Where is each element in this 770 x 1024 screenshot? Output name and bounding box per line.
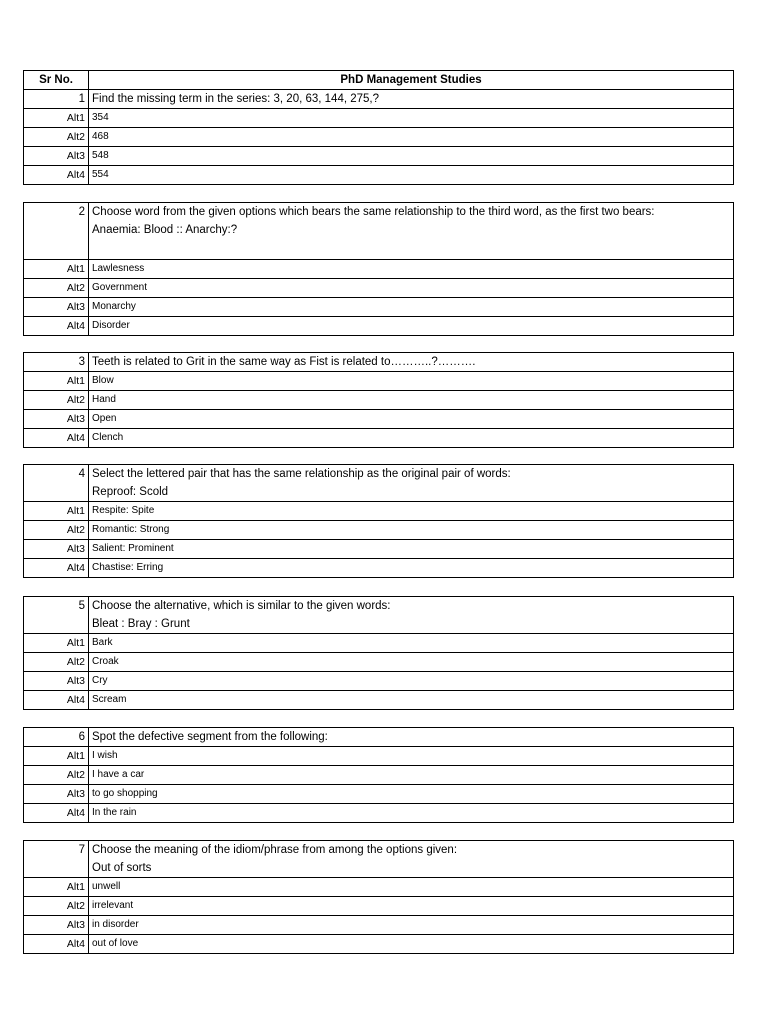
alt-label: Alt3 <box>24 785 89 804</box>
question-table-2 <box>23 202 734 336</box>
question-text <box>89 597 734 634</box>
question-table-5 <box>23 596 734 710</box>
alt-text: out of love <box>89 935 734 954</box>
alt-label: Alt2 <box>24 653 89 672</box>
alt-label: Alt4 <box>24 691 89 710</box>
question-line: Select the lettered pair that has the same relationship as the original pair of words: <box>92 468 511 480</box>
question-number: 2 <box>24 203 89 260</box>
question-line: Find the missing term in the series: 3, 20, 63, 144, 275,? <box>92 93 380 105</box>
question-text <box>89 841 734 878</box>
question-line: Spot the defective segment from the following: <box>92 731 328 743</box>
alt-row <box>24 317 734 336</box>
question-number: 1 <box>24 90 89 109</box>
alt-row <box>24 540 734 559</box>
question-table-6 <box>23 727 734 823</box>
alt-row <box>24 391 734 410</box>
alt-text: Monarchy <box>89 298 734 317</box>
question-text <box>89 203 734 260</box>
alt-text: I have a car <box>89 766 734 785</box>
alt-label: Alt2 <box>24 128 89 147</box>
alt-label: Alt3 <box>24 410 89 429</box>
alt-text: Respite: Spite <box>89 502 734 521</box>
alt-text: 468 <box>89 128 734 147</box>
alt-row <box>24 785 734 804</box>
alt-text: I wish <box>89 747 734 766</box>
alt-label: Alt2 <box>24 521 89 540</box>
alt-row <box>24 166 734 185</box>
alt-text: Salient: Prominent <box>89 540 734 559</box>
alt-row <box>24 935 734 954</box>
alt-row <box>24 260 734 279</box>
question-number: 3 <box>24 353 89 372</box>
alt-text: irrelevant <box>89 897 734 916</box>
alt-text: Croak <box>89 653 734 672</box>
question-number: 4 <box>24 465 89 502</box>
alt-label: Alt4 <box>24 429 89 448</box>
alt-row <box>24 916 734 935</box>
question-number: 7 <box>24 841 89 878</box>
question-table-3 <box>23 352 734 448</box>
alt-text: In the rain <box>89 804 734 823</box>
alt-label: Alt2 <box>24 766 89 785</box>
alt-row <box>24 372 734 391</box>
question-text <box>89 353 734 372</box>
alt-label: Alt2 <box>24 391 89 410</box>
alt-row <box>24 128 734 147</box>
alt-label: Alt4 <box>24 166 89 185</box>
alt-label: Alt4 <box>24 317 89 336</box>
alt-row <box>24 766 734 785</box>
alt-text: Cry <box>89 672 734 691</box>
question-row <box>24 203 734 260</box>
alt-label: Alt4 <box>24 804 89 823</box>
alt-label: Alt1 <box>24 502 89 521</box>
alt-label: Alt1 <box>24 878 89 897</box>
alt-text: 554 <box>89 166 734 185</box>
question-table-4 <box>23 464 734 578</box>
alt-row <box>24 878 734 897</box>
alt-label: Alt1 <box>24 634 89 653</box>
alt-row <box>24 634 734 653</box>
alt-row <box>24 502 734 521</box>
alt-row <box>24 691 734 710</box>
alt-label: Alt1 <box>24 260 89 279</box>
question-text <box>89 465 734 502</box>
question-line: Bleat : Bray : Grunt <box>92 618 190 630</box>
question-table-1 <box>23 70 734 185</box>
alt-text: Hand <box>89 391 734 410</box>
alt-label: Alt3 <box>24 916 89 935</box>
alt-text: Clench <box>89 429 734 448</box>
alt-row <box>24 897 734 916</box>
header-row <box>24 71 734 90</box>
sr-no-header: Sr No. <box>24 71 89 90</box>
alt-text: Disorder <box>89 317 734 336</box>
question-number: 5 <box>24 597 89 634</box>
question-line: Choose the alternative, which is similar to the given words: <box>92 600 391 612</box>
alt-text: Scream <box>89 691 734 710</box>
alt-text: Government <box>89 279 734 298</box>
alt-text: Open <box>89 410 734 429</box>
alt-row <box>24 653 734 672</box>
alt-label: Alt3 <box>24 672 89 691</box>
alt-text: to go shopping <box>89 785 734 804</box>
alt-label: Alt4 <box>24 935 89 954</box>
sheet-title: PhD Management Studies <box>89 71 734 90</box>
question-line: Choose word from the given options which bears the same relationship to the third word, as the first two bears: <box>92 206 655 218</box>
question-line: Reproof: Scold <box>92 486 169 498</box>
alt-row <box>24 559 734 578</box>
question-line: Out of sorts <box>92 862 152 874</box>
alt-text: unwell <box>89 878 734 897</box>
alt-label: Alt3 <box>24 298 89 317</box>
alt-label: Alt2 <box>24 279 89 298</box>
alt-text: Chastise: Erring <box>89 559 734 578</box>
question-line: Anaemia: Blood :: Anarchy:? <box>92 224 238 236</box>
alt-row <box>24 410 734 429</box>
alt-text: Romantic: Strong <box>89 521 734 540</box>
alt-label: Alt1 <box>24 747 89 766</box>
alt-row <box>24 747 734 766</box>
alt-row <box>24 109 734 128</box>
question-row <box>24 597 734 634</box>
alt-row <box>24 147 734 166</box>
alt-text: Lawlesness <box>89 260 734 279</box>
question-row <box>24 465 734 502</box>
question-row <box>24 353 734 372</box>
question-line: Teeth is related to Grit in the same way as Fist is related to………..?………. <box>92 356 476 368</box>
alt-row <box>24 804 734 823</box>
alt-text: in disorder <box>89 916 734 935</box>
alt-row <box>24 279 734 298</box>
alt-label: Alt1 <box>24 372 89 391</box>
alt-row <box>24 298 734 317</box>
question-text <box>89 728 734 747</box>
alt-label: Alt3 <box>24 540 89 559</box>
question-number: 6 <box>24 728 89 747</box>
alt-label: Alt1 <box>24 109 89 128</box>
alt-row <box>24 429 734 448</box>
alt-row <box>24 521 734 540</box>
alt-text: Bark <box>89 634 734 653</box>
alt-label: Alt4 <box>24 559 89 578</box>
alt-label: Alt3 <box>24 147 89 166</box>
alt-text: 548 <box>89 147 734 166</box>
alt-label: Alt2 <box>24 897 89 916</box>
question-row <box>24 728 734 747</box>
question-row <box>24 841 734 878</box>
question-line: Choose the meaning of the idiom/phrase from among the options given: <box>92 844 458 856</box>
question-table-7 <box>23 840 734 954</box>
question-text <box>89 90 734 109</box>
alt-text: 354 <box>89 109 734 128</box>
question-row <box>24 90 734 109</box>
alt-row <box>24 672 734 691</box>
alt-text: Blow <box>89 372 734 391</box>
